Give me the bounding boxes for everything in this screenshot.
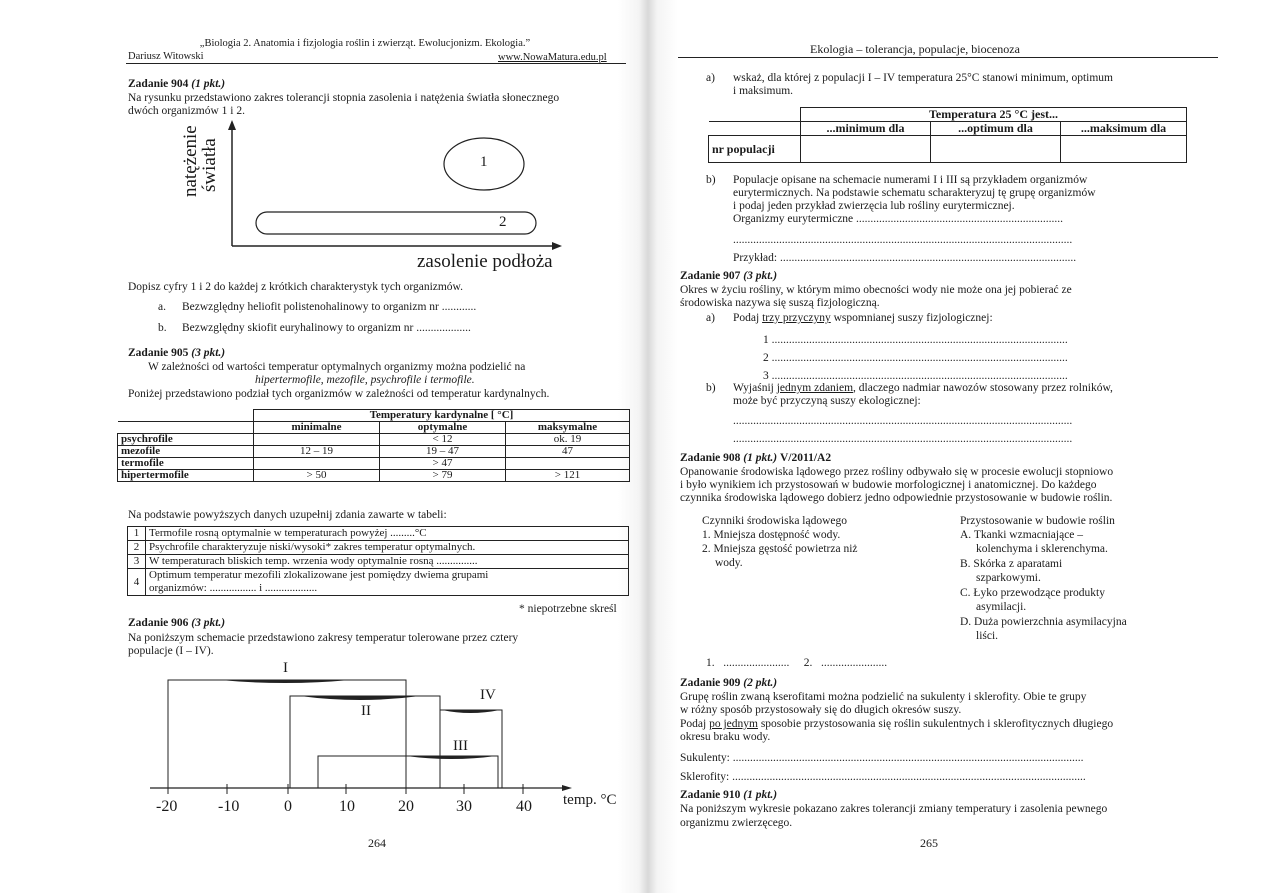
z905-title <box>128 347 225 360</box>
z907-b-post: , dlaczego nadmiar nawozów stosowany przez rolników, <box>853 382 1113 394</box>
table-corner-cell-2 <box>709 122 801 136</box>
z907-line2: środowiska nazywa się suszą fizjologiczną. <box>680 297 880 309</box>
z907-b-text <box>733 382 1113 395</box>
z909-line3-pre: Podaj <box>680 718 707 730</box>
z908-option-B2: szparkowymi. <box>976 572 1041 584</box>
z904-x-label: zasolenie podłoża <box>417 251 553 272</box>
sentence-number: 3 <box>128 555 146 569</box>
population-IV-range <box>440 710 502 788</box>
sentence-number: 4 <box>128 569 146 596</box>
z904-a-text: Bezwzględny heliofit polistenohalinowy to organizm nr ............ <box>182 301 477 313</box>
z907-title <box>680 270 777 283</box>
cell-opt: < 12 <box>380 434 506 446</box>
z908-option-A1: A. Tkanki wzmacniające – <box>960 529 1084 541</box>
q-b-line1: Populacje opisane na schemacie numerami I i III są przykładem organizmów <box>733 174 1088 186</box>
z908-right-heading: Przystosowanie w budowie roślin <box>960 515 1115 527</box>
z904-title <box>128 78 225 91</box>
population-IV-label: IV <box>480 687 496 703</box>
row-label: termofile <box>118 458 254 470</box>
z909-line3-underlined: po jednym <box>709 718 758 730</box>
z908-answer-line: 1. ....................... 2. ....................... <box>706 657 888 669</box>
table-title: Temperatury kardynalne [ °C] <box>254 410 630 422</box>
z908-option-D2: liści. <box>976 630 999 642</box>
sentence-text: Termofile rosną optymalnie w temperaturach powyżej .........°C <box>146 527 629 541</box>
q-a-line1: wskaż, dla której z populacji I – IV temperatura 25°C stanowi minimum, optimum <box>733 72 1113 84</box>
population-II-label: II <box>361 703 371 719</box>
cell-opt: > 79 <box>380 470 506 482</box>
axis-unit-label: temp. °C <box>563 792 617 808</box>
z910-title <box>680 789 777 802</box>
z904-organism-2-label: 2 <box>499 214 507 230</box>
z904-a-marker: a. <box>158 301 166 313</box>
z908-option-A2: kolenchyma i sklerenchyma. <box>976 543 1108 555</box>
z908-factor-2: 2. Mniejsza gęstość powietrza niż <box>702 543 858 555</box>
cell-min: > 50 <box>254 470 380 482</box>
z907-a-marker: a) <box>706 312 715 324</box>
cell-min <box>254 434 380 446</box>
q-a-marker: a) <box>706 72 715 84</box>
population-I-label: I <box>283 660 288 676</box>
sentence-number: 2 <box>128 541 146 555</box>
cell-opt: > 47 <box>380 458 506 470</box>
left-page-number: 264 <box>368 836 386 850</box>
z908-left-heading: Czynniki środowiska lądowego <box>702 515 848 527</box>
z905-intro-line1: W zależności od wartości temperatur optymalnych organizmy można podzielić na <box>148 361 526 373</box>
z904-y-label-1: natężenie <box>180 125 201 197</box>
z910-line2: organizmu zwierzęcego. <box>680 817 793 829</box>
cell-max: > 121 <box>506 470 630 482</box>
z909-line1: Grupę roślin zwaną kserofitami można podzielić na sukulenty i sklerofity. Obie te grupy <box>680 691 1087 703</box>
z909-line4: okresu braku wody. <box>680 731 771 743</box>
z907-b-answer-2: ...................................................................................................................... <box>733 433 1073 445</box>
cell-min <box>254 458 380 470</box>
row-label: hipertermofile <box>118 470 254 482</box>
answer-cell-optimum[interactable] <box>931 136 1061 163</box>
z907-a-pre: Podaj <box>733 312 760 324</box>
z910-title-text: Zadanie 910 <box>680 789 741 801</box>
z908-tag: V/2011/A2 <box>780 452 832 464</box>
col-header-minimum: ...minimum dla <box>801 122 931 136</box>
z907-a-text <box>733 312 993 325</box>
z908-title <box>680 452 831 465</box>
cell-max <box>506 458 630 470</box>
z908-line2: i było wynikiem ich przystosowań w budowie morfologicznej i anatomicznej. Do każdego <box>680 479 1097 491</box>
z909-line3-post: sposobie przystosowania się roślin sukulentnych i sklerofitycznych długiego <box>760 718 1114 730</box>
left-header-author: Dariusz Witowski <box>128 51 204 62</box>
z907-a-underlined: trzy przyczyny <box>762 312 831 324</box>
z907-b-pre: Wyjaśnij <box>733 382 774 394</box>
z906-points: (3 pkt.) <box>191 617 226 629</box>
right-page-number: 265 <box>920 836 938 850</box>
left-header-title: „Biologia 2. Anatomia i fizjologia roślin i zwierząt. Ewolucjonizm. Ekologia.” <box>199 38 531 49</box>
z909-points: (2 pkt.) <box>743 677 778 689</box>
z908-factor-2b: wody. <box>715 557 743 569</box>
population-III-range <box>318 756 498 788</box>
z908-line1: Opanowanie środowiska lądowego przez rośliny odbywało się w procesie ewolucji stopniowo <box>680 466 1114 478</box>
z909-line3 <box>680 718 1113 731</box>
q-b-line3: i podaj jeden przykład zwierzęcia lub rośliny eurytermicznej. <box>733 200 1015 212</box>
answer-cell-minimum[interactable] <box>801 136 931 163</box>
z907-b-line2: może być przyczyną suszy ekologicznej: <box>733 395 921 407</box>
z904-points: (1 pkt.) <box>191 78 226 90</box>
z909-line2: w różny sposób przystosowały się do długich okresów suszy. <box>680 704 962 716</box>
z904-instruction: Dopisz cyfry 1 i 2 do każdej z krótkich charakterystyk tych organizmów. <box>128 281 463 293</box>
z905-title-text: Zadanie 905 <box>128 347 189 359</box>
z907-line1: Okres w życiu rośliny, w którym mimo obecności wody nie może ona jej pobierać ze <box>680 284 1072 296</box>
table-corner-cell <box>118 410 254 422</box>
z904-b-marker: b. <box>158 322 167 334</box>
col-header-max: maksymalne <box>506 422 630 434</box>
z908-option-B1: B. Skórka z aparatami <box>960 558 1063 570</box>
col-header-maksimum: ...maksimum dla <box>1061 122 1187 136</box>
axis-tick-label: 30 <box>456 798 472 815</box>
z906-title <box>128 617 225 630</box>
z908-option-C1: C. Łyko przewodzące produkty <box>960 587 1105 599</box>
q-b-line6: Przykład: ....................................................................................................... <box>733 252 1077 264</box>
col-header-optimum: ...optimum dla <box>931 122 1061 136</box>
z910-line1: Na poniższym wykresie pokazano zakres tolerancji zmiany temperatury i zasolenia pewnego <box>680 803 1108 815</box>
z906-population-ranges-diagram <box>150 660 610 810</box>
q-b-line5: ...................................................................................................................... <box>733 234 1073 246</box>
z908-factor-1: 1. Mniejsza dostępność wody. <box>702 529 841 541</box>
left-header-url: www.NowaMatura.edu.pl <box>498 52 607 63</box>
z907-answer-line-2: 2 ....................................................................................................... <box>763 352 1068 364</box>
row-label: mezofile <box>118 446 254 458</box>
z905-sentences-table <box>127 526 629 596</box>
sentence-text: W temperaturach bliskich temp. wrzenia wody optymalnie rosną ............... <box>146 555 629 569</box>
answer-cell-maksimum[interactable] <box>1061 136 1187 163</box>
z909-sukulenty-line: Sukulenty: .......................................................................................................................... <box>680 752 1084 764</box>
q-a-line2: i maksimum. <box>733 85 794 97</box>
table-corner-cell <box>709 108 801 122</box>
sentence-row <box>128 569 629 596</box>
z906-intro-line2: populacje (I – IV). <box>128 645 214 657</box>
z908-points: (1 pkt.) <box>743 452 778 464</box>
right-page <box>630 0 1263 893</box>
z904-b-text: Bezwzględny skiofit euryhalinowy to organizm nr ................... <box>182 322 471 334</box>
z905-points: (3 pkt.) <box>191 347 226 359</box>
axis-tick-label: 0 <box>284 798 292 815</box>
q-b-marker: b) <box>706 174 716 186</box>
z907-points: (3 pkt.) <box>743 270 778 282</box>
z905-footnote: * niepotrzebne skreśl <box>519 603 617 615</box>
table-corner-cell-2 <box>118 422 254 434</box>
cell-max: ok. 19 <box>506 434 630 446</box>
z904-intro-line1: Na rysunku przedstawiono zakres tolerancji stopnia zasolenia i natężenia światła słonecznego <box>128 92 560 104</box>
z909-sklerofity-line: Sklerofity: ........................................................................................................................... <box>680 771 1086 783</box>
z909-title <box>680 677 777 690</box>
organism-2-range <box>256 212 536 234</box>
cell-opt: 19 – 47 <box>380 446 506 458</box>
z905-fill-instruction: Na podstawie powyższych danych uzupełnij zdania zawarte w tabeli: <box>128 509 447 521</box>
sentence-text <box>146 569 629 596</box>
z904-intro-line2: dwóch organizmów 1 i 2. <box>128 105 246 117</box>
z907-b-answer-1: ...................................................................................................................... <box>733 415 1073 427</box>
sentence-row <box>128 527 629 541</box>
sentence-row <box>128 555 629 569</box>
z905-intro-line2: hipertermofile, mezofile, psychrofile i termofile. <box>255 374 475 386</box>
left-header-rule <box>126 63 626 64</box>
z908-title-text: Zadanie 908 <box>680 452 741 464</box>
z910-points: (1 pkt.) <box>743 789 778 801</box>
sentence-number: 1 <box>128 527 146 541</box>
temperature-25-table <box>708 107 1187 163</box>
z908-line3: czynnika środowiska lądowego dobierz jedno odpowiednie przystosowanie w budowie roślin. <box>680 492 1113 504</box>
q-b-line4: Organizmy eurytermiczne ........................................................................ <box>733 213 1064 225</box>
population-III-label: III <box>453 738 468 754</box>
right-header-title: Ekologia – tolerancja, populacje, biocenoza <box>810 42 1020 56</box>
z907-answer-line-3: 3 ....................................................................................................... <box>763 370 1068 382</box>
col-header-opt: optymalne <box>380 422 506 434</box>
table-row <box>118 458 630 470</box>
table-title: Temperatura 25 °C jest... <box>801 108 1187 122</box>
z909-title-text: Zadanie 909 <box>680 677 741 689</box>
axis-tick-label: -20 <box>156 798 178 815</box>
z907-a-post: wspomnianej suszy fizjologicznej: <box>833 312 993 324</box>
axis-tick-label: 40 <box>516 798 532 815</box>
sentence-text-line2: organizmów: ................. i ................... <box>149 582 318 594</box>
z907-b-underlined: jednym zdaniem <box>776 382 854 394</box>
cell-min: 12 – 19 <box>254 446 380 458</box>
axis-tick-label: 20 <box>398 798 414 815</box>
z905-intro-line3: Poniżej przedstawiono podział tych organizmów w zależności od temperatur kardynalnych. <box>128 388 550 400</box>
table-row <box>118 434 630 446</box>
sentence-text-line1: Optimum temperatur mezofili zlokalizowane jest pomiędzy dwiema grupami <box>149 569 489 581</box>
z904-organism-1-label: 1 <box>480 154 488 170</box>
col-header-min: minimalne <box>254 422 380 434</box>
left-page <box>0 0 630 893</box>
cell-max: 47 <box>506 446 630 458</box>
cardinal-temperatures-table <box>117 409 630 482</box>
q-b-line2: eurytermicznych. Na podstawie schematu scharakteryzuj tę grupę organizmów <box>733 187 1096 199</box>
right-header-rule <box>678 57 1218 58</box>
z904-y-label-2: światła <box>199 138 220 192</box>
axis-tick-label: -10 <box>218 798 240 815</box>
z907-title-text: Zadanie 907 <box>680 270 741 282</box>
sentence-row <box>128 541 629 555</box>
z906-title-text: Zadanie 906 <box>128 617 189 629</box>
z906-intro-line1: Na poniższym schemacie przedstawiono zakresy temperatur tolerowane przez cztery <box>128 632 519 644</box>
axis-tick-label: 10 <box>339 798 355 815</box>
table-row <box>118 470 630 482</box>
z907-b-marker: b) <box>706 382 716 394</box>
table-row <box>118 446 630 458</box>
z908-option-D1: D. Duża powierzchnia asymilacyjna <box>960 616 1127 628</box>
z904-title-text: Zadanie 904 <box>128 78 189 90</box>
row-label: nr populacji <box>709 136 801 163</box>
sentence-text: Psychrofile charakteryzuje niski/wysoki* zakres temperatur optymalnych. <box>146 541 629 555</box>
row-label: psychrofile <box>118 434 254 446</box>
z908-option-C2: asymilacji. <box>976 601 1027 613</box>
z907-answer-line-1: 1 ....................................................................................................... <box>763 334 1068 346</box>
